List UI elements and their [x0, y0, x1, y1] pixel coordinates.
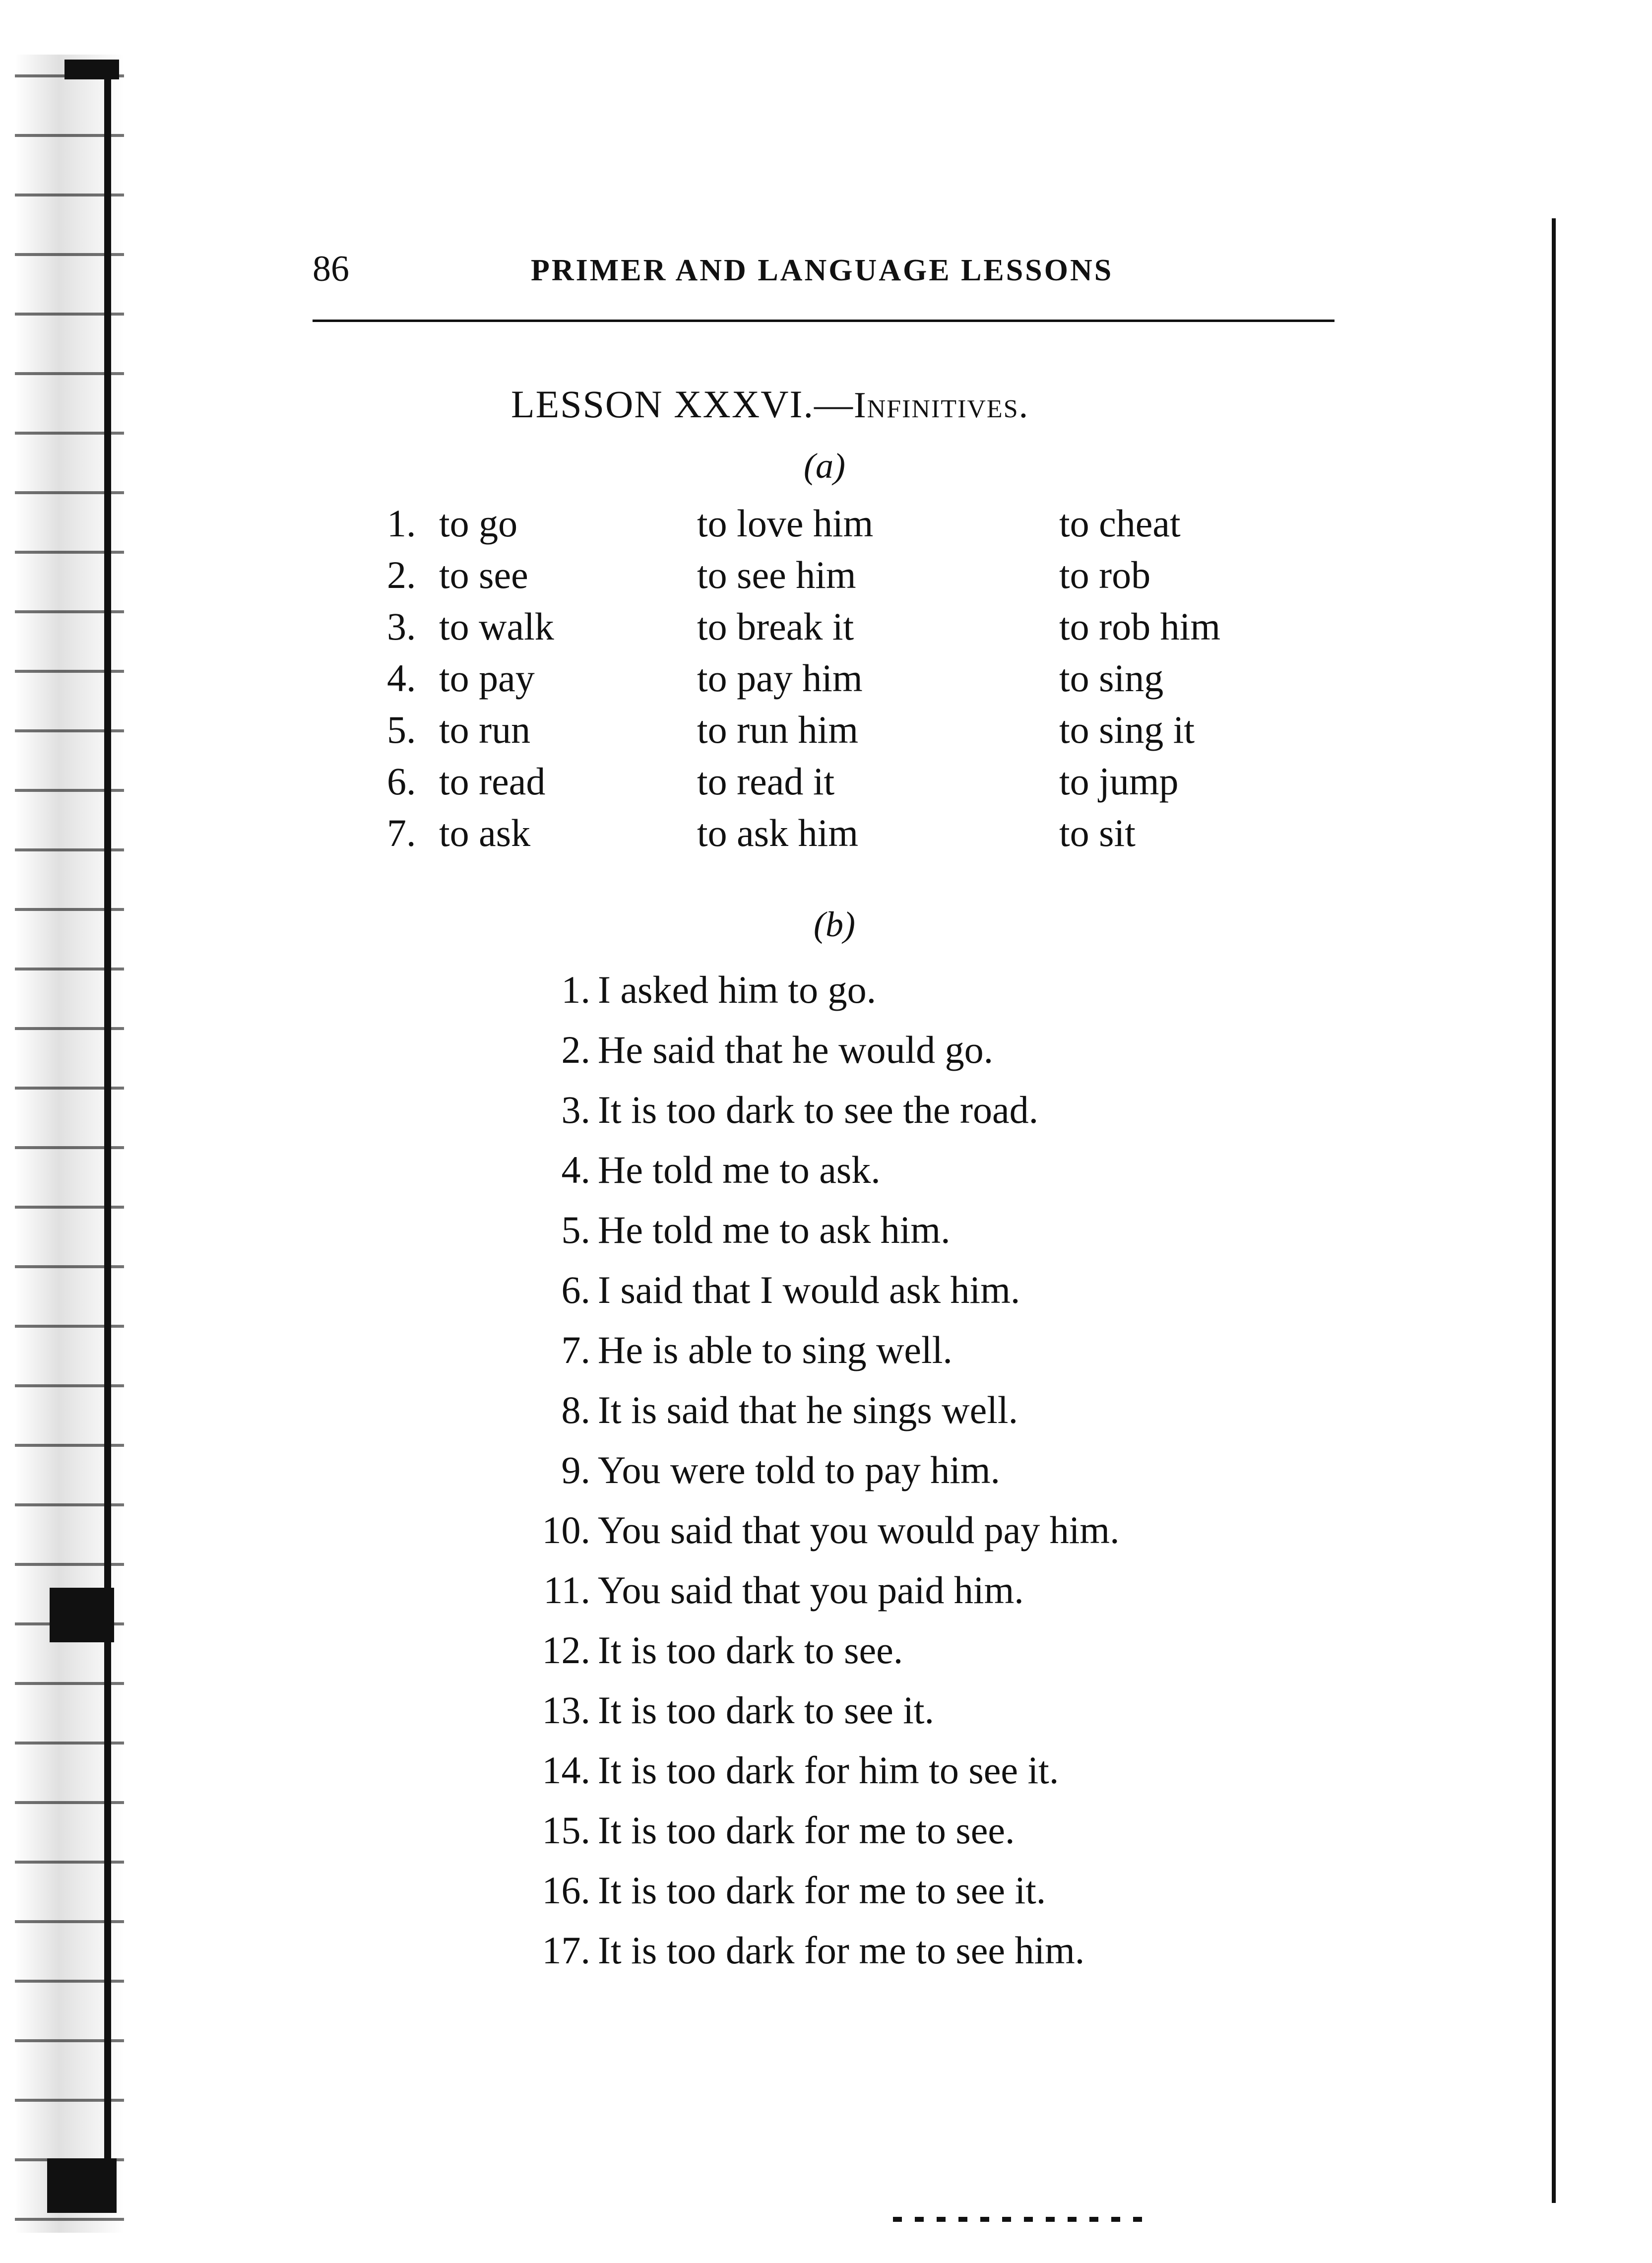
list-item [511, 1748, 1354, 1808]
infinitive-variant: to rob [1059, 553, 1151, 596]
bottom-print-marks [893, 2217, 1151, 2222]
infinitive-variant: to cheat [1059, 502, 1181, 545]
infinitive: to walk [439, 605, 554, 648]
row-number: 3. [387, 605, 416, 648]
infinitive: to run [439, 708, 531, 751]
sentence-text: It is too dark for me to see him. [598, 1929, 1085, 1972]
infinitive: to see [439, 553, 528, 596]
sentence-number: 13. [542, 1688, 590, 1732]
running-head: PRIMER AND LANGUAGE LESSONS [531, 254, 1114, 287]
sentence-text: I said that I would ask him. [598, 1268, 1020, 1311]
sentence-number: 10. [542, 1508, 590, 1552]
row-number: 1. [387, 502, 416, 545]
list-item [511, 1208, 1354, 1268]
table-row [387, 656, 1379, 708]
sentence-text: He told me to ask him. [598, 1208, 951, 1251]
sentence-number: 4. [561, 1148, 590, 1191]
sentence-text: It is too dark for me to see. [598, 1809, 1015, 1852]
sentence-text: It is too dark for me to see it. [598, 1869, 1046, 1912]
infinitive-with-object: to love him [697, 502, 874, 545]
infinitive: to pay [439, 656, 535, 700]
table-row [387, 553, 1379, 604]
sentence-number: 16. [542, 1869, 590, 1912]
infinitive-with-object: to read it [697, 760, 835, 803]
list-item [511, 1628, 1354, 1688]
infinitive-variant: to jump [1059, 760, 1179, 803]
infinitive-table [387, 501, 1379, 862]
row-number: 2. [387, 553, 416, 596]
list-item [511, 1688, 1354, 1748]
list-item [511, 1928, 1354, 1988]
lesson-title-main: LESSON XXXVI.— [511, 383, 854, 426]
list-item [511, 1568, 1354, 1628]
infinitive-with-object: to run him [697, 708, 858, 751]
list-item [511, 1088, 1354, 1148]
table-row [387, 708, 1379, 759]
sentence-number: 2. [561, 1028, 590, 1071]
infinitive-variant: to sit [1059, 811, 1136, 854]
binding-edge-line [104, 65, 111, 2213]
lesson-title-topic: Infinitives. [854, 385, 1029, 426]
sentence-text: He told me to ask. [598, 1148, 881, 1191]
infinitive: to read [439, 760, 546, 803]
sentence-number: 6. [561, 1268, 590, 1311]
list-item [511, 1508, 1354, 1568]
sentence-text: I asked him to go. [598, 968, 877, 1011]
list-item [511, 1448, 1354, 1508]
sentence-text: It is too dark to see. [598, 1628, 903, 1672]
list-item [511, 1388, 1354, 1448]
sentence-text: He said that he would go. [598, 1028, 994, 1071]
infinitive: to go [439, 502, 518, 545]
sentence-number: 17. [542, 1929, 590, 1972]
sentence-text: It is said that he sings well. [598, 1388, 1018, 1431]
sentence-number: 3. [561, 1088, 590, 1131]
page-header [313, 248, 1334, 293]
sentence-number: 11. [543, 1568, 590, 1612]
infinitive-with-object: to break it [697, 605, 854, 648]
row-number: 7. [387, 811, 416, 854]
sentence-text: You said that you would pay him. [598, 1508, 1120, 1552]
list-item [511, 1328, 1354, 1388]
binding-mark [50, 1588, 114, 1642]
binding-mark [47, 2158, 117, 2213]
sentence-number: 5. [561, 1208, 590, 1251]
infinitive-variant: to sing [1059, 656, 1164, 700]
lesson-title [511, 382, 1029, 427]
list-item [511, 1268, 1354, 1328]
sentence-text: It is too dark to see the road. [598, 1088, 1039, 1131]
infinitive: to ask [439, 811, 531, 854]
table-row [387, 811, 1379, 862]
row-number: 4. [387, 656, 416, 700]
sentence-text: It is too dark to see it. [598, 1688, 935, 1732]
row-number: 6. [387, 760, 416, 803]
infinitive-with-object: to see him [697, 553, 856, 596]
list-item [511, 1148, 1354, 1208]
part-a-label: (a) [804, 446, 845, 486]
table-row [387, 604, 1379, 656]
infinitive-variant: to sing it [1059, 708, 1195, 751]
infinitive-variant: to rob him [1059, 605, 1220, 648]
table-row [387, 501, 1379, 553]
sentence-number: 15. [542, 1809, 590, 1852]
part-b-label: (b) [814, 905, 855, 944]
list-item [511, 968, 1354, 1028]
table-row [387, 759, 1379, 811]
sentence-number: 14. [542, 1748, 590, 1792]
sentence-number: 8. [561, 1388, 590, 1431]
right-edge-rule [1552, 218, 1556, 2203]
binding-mark [64, 60, 119, 79]
page-number: 86 [313, 249, 349, 289]
sentence-number: 7. [561, 1328, 590, 1371]
sentence-text: You said that you paid him. [598, 1568, 1024, 1612]
list-item [511, 1808, 1354, 1868]
row-number: 5. [387, 708, 416, 751]
infinitive-with-object: to pay him [697, 656, 863, 700]
list-item [511, 1868, 1354, 1928]
sentence-text: It is too dark for him to see it. [598, 1748, 1059, 1792]
sentence-number: 12. [542, 1628, 590, 1672]
header-rule [313, 320, 1334, 322]
sentence-number: 9. [561, 1448, 590, 1491]
sentence-number: 1. [561, 968, 590, 1011]
sentence-list [511, 968, 1354, 1988]
sentence-text: He is able to sing well. [598, 1328, 953, 1371]
infinitive-with-object: to ask him [697, 811, 858, 854]
sentence-text: You were told to pay him. [598, 1448, 1001, 1491]
list-item [511, 1028, 1354, 1088]
